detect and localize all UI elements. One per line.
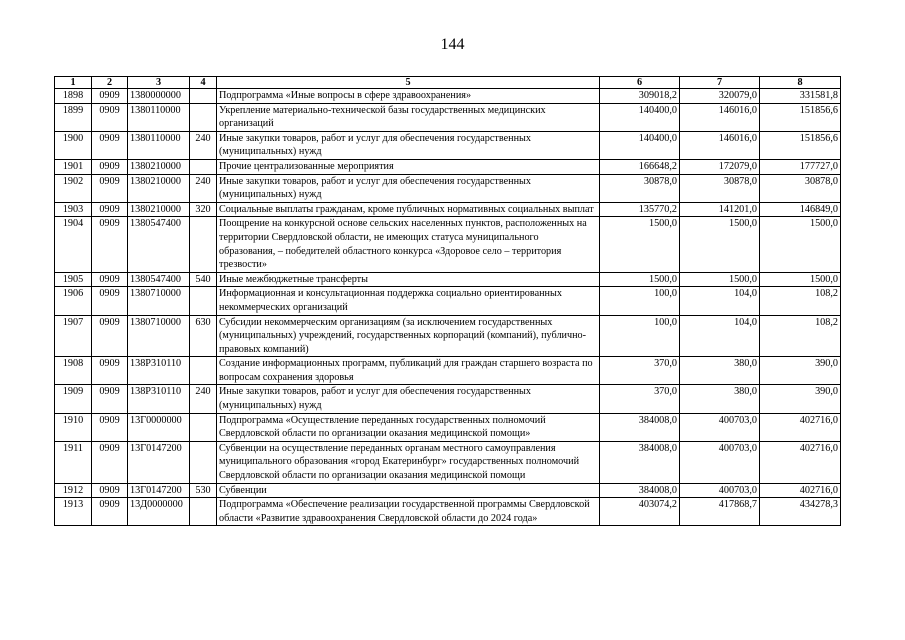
description-cell: Субсидии некоммерческим организациям (за исключением государственных (муниципальных) учреждений, государственных корпораций (компаний), публично-правовых компаний) [217, 315, 600, 357]
budget-table [54, 76, 841, 526]
amount-year-2-cell: 400703,0 [680, 483, 760, 498]
amount-year-3-cell: 151856,6 [760, 103, 841, 131]
table-row [55, 89, 841, 104]
amount-year-3-cell: 390,0 [760, 385, 841, 413]
amount-year-3-cell: 1500,0 [760, 217, 841, 272]
expense-type-cell: 540 [190, 272, 217, 287]
expense-type-cell: 530 [190, 483, 217, 498]
expense-type-cell [190, 159, 217, 174]
table-row [55, 174, 841, 202]
description-cell: Поощрение на конкурсной основе сельских населенных пунктов, расположенных на территории Свердловской области, не имеющих статуса муниципального образования, – победителей областного конкурса «Здоровое село – территория трезвости» [217, 217, 600, 272]
header-col-8: 8 [760, 77, 841, 89]
description-cell: Иные закупки товаров, работ и услуг для обеспечения государственных (муниципальных) нужд [217, 131, 600, 159]
section-code-cell: 0909 [92, 103, 128, 131]
amount-year-3-cell: 146849,0 [760, 202, 841, 217]
expense-type-cell: 320 [190, 202, 217, 217]
row-number-cell: 1904 [55, 217, 92, 272]
row-number-cell: 1899 [55, 103, 92, 131]
amount-year-2-cell: 1500,0 [680, 272, 760, 287]
target-article-cell: 1380000000 [128, 89, 190, 104]
row-number-cell: 1909 [55, 385, 92, 413]
amount-year-3-cell: 1500,0 [760, 272, 841, 287]
expense-type-cell [190, 103, 217, 131]
amount-year-3-cell: 108,2 [760, 287, 841, 315]
amount-year-3-cell: 434278,3 [760, 498, 841, 526]
amount-year-2-cell: 380,0 [680, 357, 760, 385]
description-cell: Субвенции [217, 483, 600, 498]
amount-year-3-cell: 151856,6 [760, 131, 841, 159]
table-body [55, 89, 841, 526]
amount-year-3-cell: 402716,0 [760, 413, 841, 441]
row-number-cell: 1905 [55, 272, 92, 287]
page-number: 144 [440, 36, 465, 53]
section-code-cell: 0909 [92, 315, 128, 357]
target-article-cell: 1380710000 [128, 315, 190, 357]
amount-year-3-cell: 331581,8 [760, 89, 841, 104]
amount-year-1-cell: 309018,2 [600, 89, 680, 104]
expense-type-cell [190, 89, 217, 104]
expense-type-cell [190, 498, 217, 526]
row-number-cell: 1908 [55, 357, 92, 385]
amount-year-2-cell: 30878,0 [680, 174, 760, 202]
target-article-cell: 1380547400 [128, 217, 190, 272]
description-cell: Информационная и консультационная поддержка социально ориентированных некоммерческих организаций [217, 287, 600, 315]
section-code-cell: 0909 [92, 174, 128, 202]
table-row [55, 413, 841, 441]
amount-year-3-cell: 30878,0 [760, 174, 841, 202]
amount-year-2-cell: 1500,0 [680, 217, 760, 272]
amount-year-2-cell: 400703,0 [680, 413, 760, 441]
amount-year-1-cell: 1500,0 [600, 217, 680, 272]
header-col-3: 3 [128, 77, 190, 89]
description-cell: Социальные выплаты гражданам, кроме публичных нормативных социальных выплат [217, 202, 600, 217]
expense-type-cell: 240 [190, 174, 217, 202]
table-row [55, 217, 841, 272]
table-row [55, 357, 841, 385]
section-code-cell: 0909 [92, 385, 128, 413]
target-article-cell: 13Д0000000 [128, 498, 190, 526]
amount-year-2-cell: 320079,0 [680, 89, 760, 104]
amount-year-1-cell: 100,0 [600, 287, 680, 315]
table-row [55, 159, 841, 174]
table-row [55, 103, 841, 131]
table-row [55, 441, 841, 483]
row-number-cell: 1911 [55, 441, 92, 483]
header-col-1: 1 [55, 77, 92, 89]
amount-year-1-cell: 100,0 [600, 315, 680, 357]
row-number-cell: 1898 [55, 89, 92, 104]
section-code-cell: 0909 [92, 441, 128, 483]
description-cell: Субвенции на осуществление переданных органам местного самоуправления муниципального образования «город Екатеринбург» государственных полномочий Свердловской области по организации оказания медицинской помощи [217, 441, 600, 483]
section-code-cell: 0909 [92, 131, 128, 159]
amount-year-2-cell: 400703,0 [680, 441, 760, 483]
expense-type-cell [190, 357, 217, 385]
amount-year-3-cell: 108,2 [760, 315, 841, 357]
amount-year-2-cell: 104,0 [680, 315, 760, 357]
amount-year-2-cell: 172079,0 [680, 159, 760, 174]
expense-type-cell: 240 [190, 385, 217, 413]
table-row [55, 483, 841, 498]
table-row [55, 498, 841, 526]
section-code-cell: 0909 [92, 287, 128, 315]
table-header [55, 77, 841, 89]
section-code-cell: 0909 [92, 413, 128, 441]
amount-year-2-cell: 146016,0 [680, 131, 760, 159]
expense-type-cell [190, 217, 217, 272]
expense-type-cell [190, 413, 217, 441]
row-number-cell: 1900 [55, 131, 92, 159]
description-cell: Иные межбюджетные трансферты [217, 272, 600, 287]
header-col-5: 5 [217, 77, 600, 89]
row-number-cell: 1913 [55, 498, 92, 526]
target-article-cell: 1380210000 [128, 202, 190, 217]
table-row [55, 385, 841, 413]
target-article-cell: 1380210000 [128, 159, 190, 174]
target-article-cell: 13Г0147200 [128, 441, 190, 483]
section-code-cell: 0909 [92, 159, 128, 174]
section-code-cell: 0909 [92, 217, 128, 272]
table-row [55, 272, 841, 287]
header-col-6: 6 [600, 77, 680, 89]
amount-year-1-cell: 135770,2 [600, 202, 680, 217]
header-col-7: 7 [680, 77, 760, 89]
header-col-4: 4 [190, 77, 217, 89]
description-cell: Подпрограмма «Обеспечение реализации государственной программы Свердловской области «Развитие здравоохранения Свердловской области до 2024 года» [217, 498, 600, 526]
amount-year-3-cell: 402716,0 [760, 441, 841, 483]
expense-type-cell: 630 [190, 315, 217, 357]
row-number-cell: 1906 [55, 287, 92, 315]
amount-year-1-cell: 140400,0 [600, 131, 680, 159]
expense-type-cell [190, 441, 217, 483]
description-cell: Подпрограмма «Иные вопросы в сфере здравоохранения» [217, 89, 600, 104]
target-article-cell: 138P310110 [128, 385, 190, 413]
amount-year-2-cell: 380,0 [680, 385, 760, 413]
expense-type-cell: 240 [190, 131, 217, 159]
amount-year-3-cell: 402716,0 [760, 483, 841, 498]
table-row [55, 287, 841, 315]
description-cell: Подпрограмма «Осуществление переданных государственных полномочий Свердловской области по организации оказания медицинской помощи» [217, 413, 600, 441]
row-number-cell: 1901 [55, 159, 92, 174]
section-code-cell: 0909 [92, 357, 128, 385]
target-article-cell: 13Г0000000 [128, 413, 190, 441]
section-code-cell: 0909 [92, 483, 128, 498]
header-col-2: 2 [92, 77, 128, 89]
amount-year-2-cell: 141201,0 [680, 202, 760, 217]
amount-year-2-cell: 146016,0 [680, 103, 760, 131]
amount-year-1-cell: 384008,0 [600, 483, 680, 498]
amount-year-1-cell: 166648,2 [600, 159, 680, 174]
description-cell: Укрепление материально-технической базы государственных медицинских организаций [217, 103, 600, 131]
amount-year-1-cell: 403074,2 [600, 498, 680, 526]
amount-year-1-cell: 1500,0 [600, 272, 680, 287]
amount-year-2-cell: 417868,7 [680, 498, 760, 526]
target-article-cell: 138P310110 [128, 357, 190, 385]
description-cell: Иные закупки товаров, работ и услуг для обеспечения государственных (муниципальных) нужд [217, 174, 600, 202]
expense-type-cell [190, 287, 217, 315]
amount-year-3-cell: 390,0 [760, 357, 841, 385]
section-code-cell: 0909 [92, 202, 128, 217]
table-row [55, 315, 841, 357]
target-article-cell: 1380710000 [128, 287, 190, 315]
amount-year-1-cell: 140400,0 [600, 103, 680, 131]
section-code-cell: 0909 [92, 89, 128, 104]
target-article-cell: 1380547400 [128, 272, 190, 287]
amount-year-3-cell: 177727,0 [760, 159, 841, 174]
amount-year-1-cell: 370,0 [600, 385, 680, 413]
amount-year-1-cell: 30878,0 [600, 174, 680, 202]
row-number-cell: 1903 [55, 202, 92, 217]
section-code-cell: 0909 [92, 498, 128, 526]
target-article-cell: 1380110000 [128, 131, 190, 159]
row-number-cell: 1907 [55, 315, 92, 357]
amount-year-2-cell: 104,0 [680, 287, 760, 315]
amount-year-1-cell: 384008,0 [600, 441, 680, 483]
target-article-cell: 1380110000 [128, 103, 190, 131]
amount-year-1-cell: 384008,0 [600, 413, 680, 441]
row-number-cell: 1912 [55, 483, 92, 498]
amount-year-1-cell: 370,0 [600, 357, 680, 385]
table-row [55, 202, 841, 217]
target-article-cell: 1380210000 [128, 174, 190, 202]
target-article-cell: 13Г0147200 [128, 483, 190, 498]
description-cell: Иные закупки товаров, работ и услуг для обеспечения государственных (муниципальных) нужд [217, 385, 600, 413]
description-cell: Создание информационных программ, публикаций для граждан старшего возраста по вопросам сохранения здоровья [217, 357, 600, 385]
section-code-cell: 0909 [92, 272, 128, 287]
row-number-cell: 1902 [55, 174, 92, 202]
row-number-cell: 1910 [55, 413, 92, 441]
description-cell: Прочие централизованные мероприятия [217, 159, 600, 174]
table-row [55, 131, 841, 159]
